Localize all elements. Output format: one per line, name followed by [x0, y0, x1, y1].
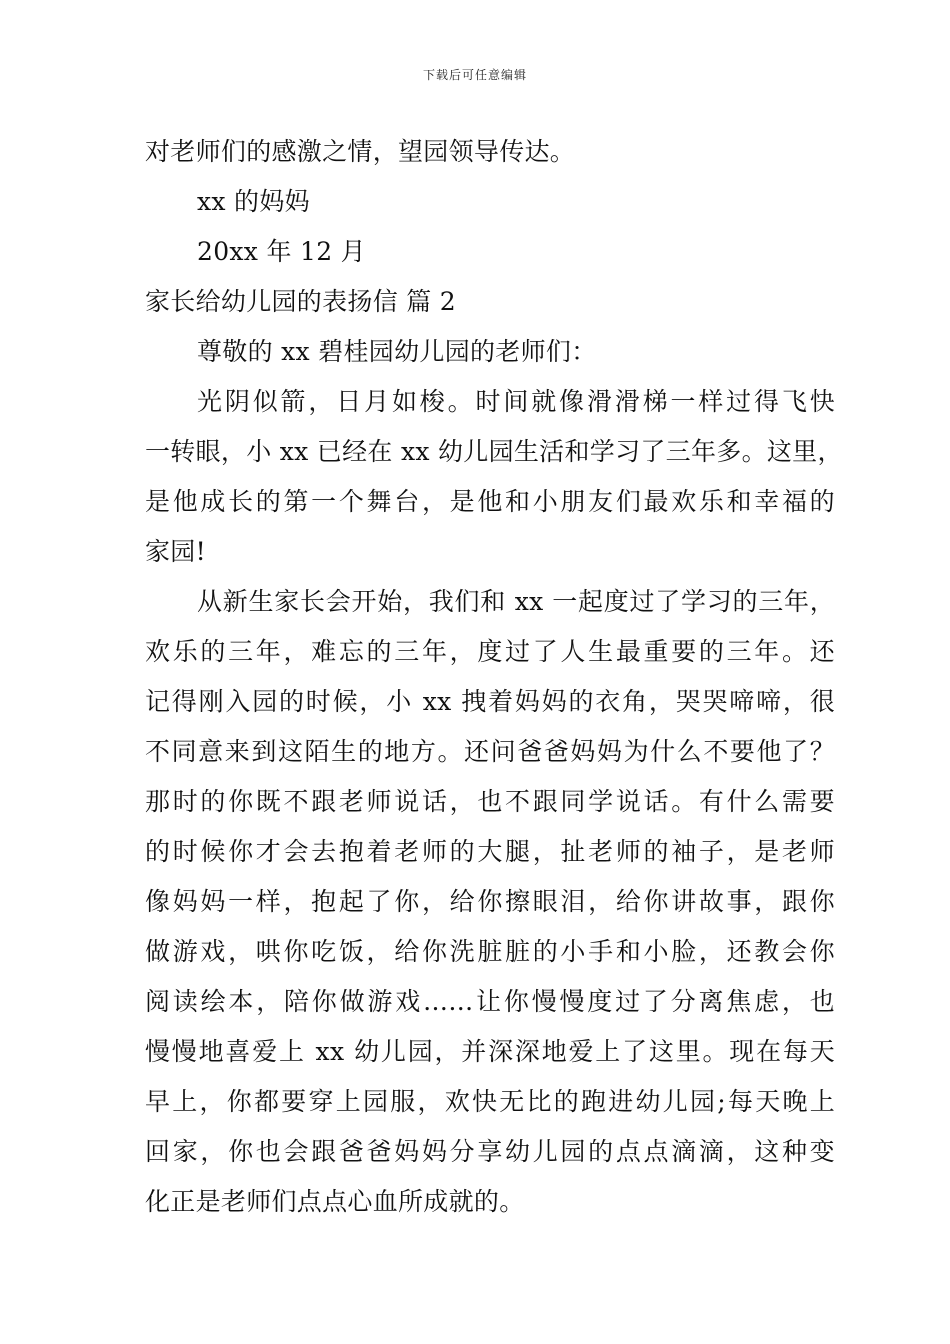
salutation-line: 尊敬的 xx 碧桂园幼儿园的老师们： [197, 337, 597, 366]
page-header-note: 下载后可任意编辑 [422, 68, 527, 82]
signature-line: xx 的妈妈 [197, 187, 310, 216]
body-line: 不同意来到这陌生的地方。还问爸爸妈妈为什么不要他了？ [145, 737, 835, 766]
body-line: 的时候你才会去抱着老师的大腿，扯老师的袖子，是老师 [145, 837, 835, 866]
body-line: 那时的你既不跟老师说话，也不跟同学说话。有什么需要 [145, 787, 835, 816]
body-line: 是他成长的第一个舞台，是他和小朋友们最欢乐和幸福的 [145, 487, 835, 516]
body-line: 光阴似箭，日月如梭。时间就像滑滑梯一样过得飞快 [197, 387, 835, 416]
body-line: 回家，你也会跟爸爸妈妈分享幼儿园的点点滴滴，这种变 [145, 1137, 835, 1166]
body-line: 家园! [145, 537, 206, 566]
document-body [145, 127, 843, 1227]
body-line: 像妈妈一样，抱起了你，给你擦眼泪，给你讲故事，跟你 [145, 887, 835, 916]
section-title: 家长给幼儿园的表扬信 篇 2 [145, 287, 457, 316]
body-line: 慢慢地喜爱上 xx 幼儿园，并深深地爱上了这里。现在每天 [145, 1037, 835, 1066]
body-line: 欢乐的三年，难忘的三年，度过了人生最重要的三年。还 [145, 637, 835, 666]
date-line: 20xx 年 12 月 [197, 237, 366, 266]
body-line: 从新生家长会开始，我们和 xx 一起度过了学习的三年， [197, 587, 835, 616]
body-line: 对老师们的感激之情，望园领导传达。 [145, 137, 576, 166]
body-line: 早上，你都要穿上园服，欢快无比的跑进幼儿园;每天晚上 [145, 1087, 835, 1116]
body-line: 一转眼，小 xx 已经在 xx 幼儿园生活和学习了三年多。这里， [145, 437, 843, 466]
body-line: 阅读绘本，陪你做游戏……让你慢慢度过了分离焦虑，也 [145, 987, 835, 1016]
body-line: 化正是老师们点点心血所成就的。 [145, 1187, 525, 1216]
body-line: 记得刚入园的时候，小 xx 拽着妈妈的衣角，哭哭啼啼，很 [145, 687, 835, 716]
body-line: 做游戏，哄你吃饭，给你洗脏脏的小手和小脸，还教会你 [145, 937, 835, 966]
